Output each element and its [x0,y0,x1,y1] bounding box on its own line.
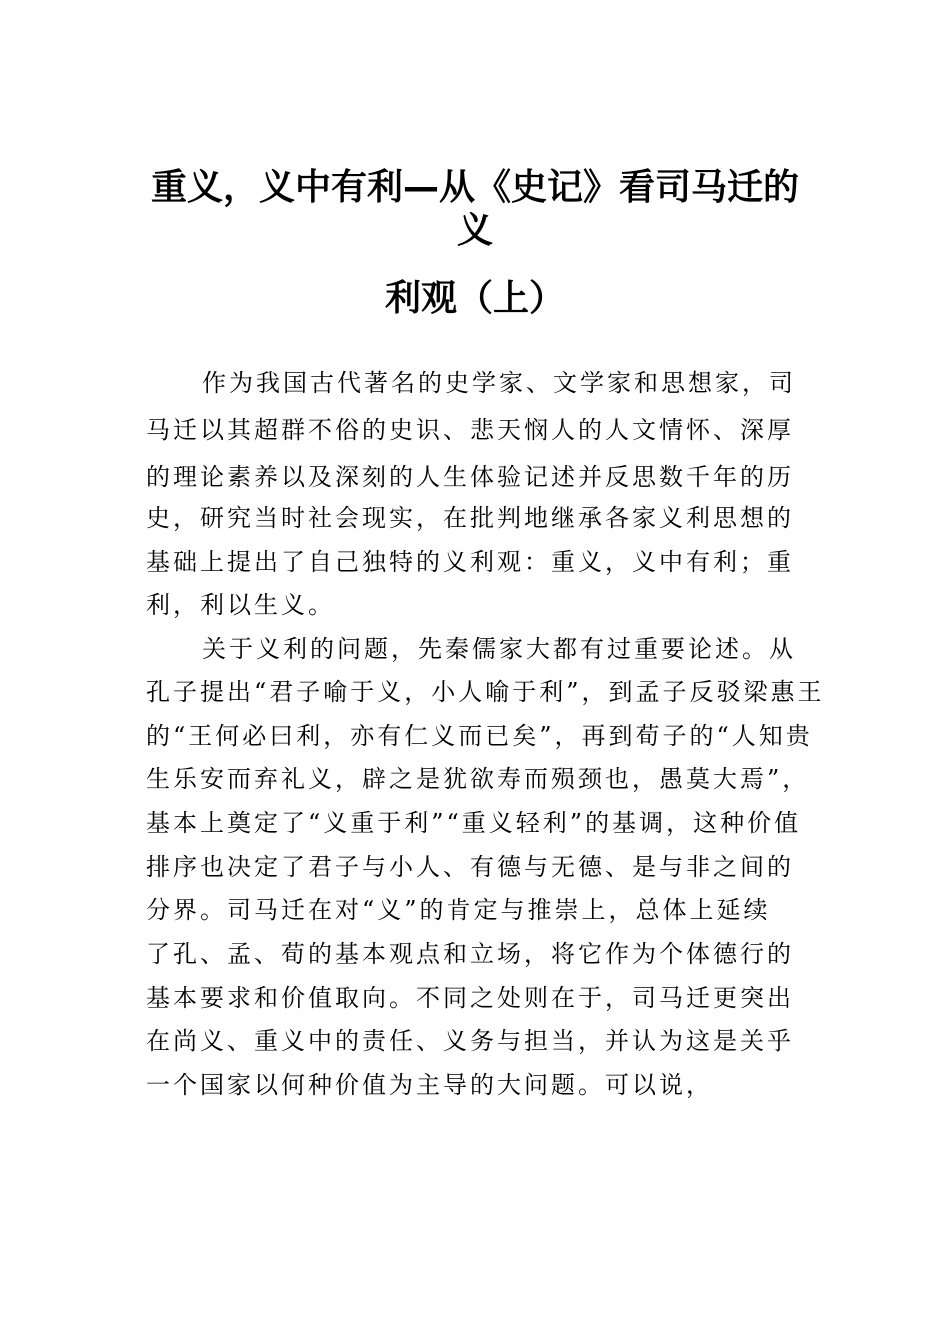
body-line-13: 分界。司马迁在对“义”的肯定与推崇上，总体上延续 [146,896,771,924]
title-line-1: 重义，义中有利—从《史记》看司马迁的 [150,167,799,208]
body-line-9: 的“王何必曰利，亦有仁义而已矣”，再到荀子的“人知贵 [146,722,813,750]
body-line-17: 一个国家以何种价值为主导的大问题。可以说， [146,1071,713,1099]
title-line-3: 利观（上） [384,278,565,319]
body-line-10: 生乐安而弃礼义，辟之是犹欲寿而殒颈也，愚莫大焉”， [146,765,810,793]
body-line-4: 史，研究当时社会现实，在批判地继承各家义利思想的 [146,504,794,532]
body-line-14: 了孔、孟、荀的基本观点和立场，将它作为个体德行的 [146,940,794,968]
body-line-6: 利，利以生义。 [146,591,335,619]
body-line-2: 马迁以其超群不俗的史识、悲天悯人的人文情怀、深厚 [146,416,794,444]
body-line-1: 作为我国古代著名的史学家、文学家和思想家，司 [202,369,796,397]
body-line-8: 孔子提出“君子喻于义，小人喻于利”，到孟子反驳梁惠王 [146,678,825,706]
body-line-7: 关于义利的问题，先秦儒家大都有过重要论述。从 [202,635,796,663]
title-line-2: 义 [456,210,493,251]
body-line-3: 的理论素养以及深刻的人生体验记述并反思数千年的历 [146,463,794,491]
body-line-15: 基本要求和价值取向。不同之处则在于，司马迁更突出 [146,984,794,1012]
body-line-5: 基础上提出了自己独特的义利观：重义，义中有利；重 [146,548,794,576]
body-line-11: 基本上奠定了“义重于利”“重义轻利”的基调，这种价值 [146,809,802,837]
body-line-16: 在尚义、重义中的责任、义务与担当，并认为这是关乎 [146,1027,794,1055]
body-line-12: 排序也决定了君子与小人、有德与无德、是与非之间的 [146,853,794,881]
